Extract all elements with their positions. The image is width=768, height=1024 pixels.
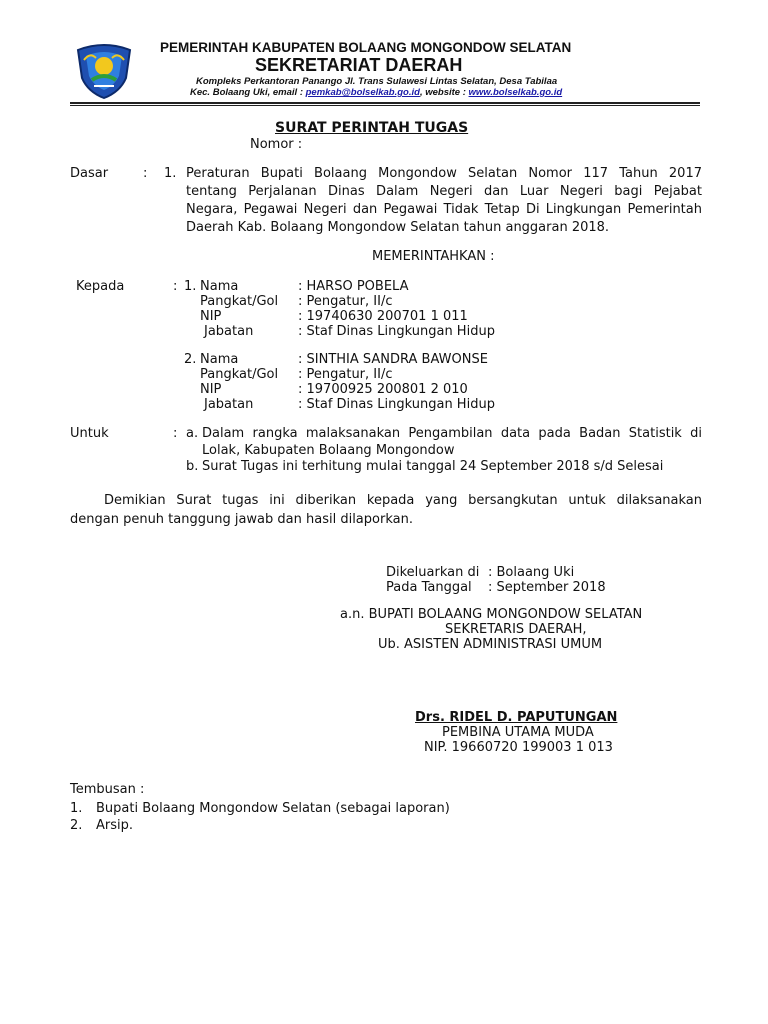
person-2-pangkat-value: : Pengatur, II/c — [298, 367, 393, 382]
person-2-nama-value: : SINTHIA SANDRA BAWONSE — [298, 352, 488, 367]
person-1-nama-value: : HARSO POBELA — [298, 279, 409, 294]
person-1-nama-label: Nama — [200, 279, 239, 294]
person-2-jabatan-label: Jabatan — [204, 397, 254, 412]
signatory-nip: NIP. 19660720 199003 1 013 — [424, 740, 613, 755]
untuk-b-prefix: b. — [186, 459, 199, 474]
untuk-b-line: Surat Tugas ini terhitung mulai tanggal 24 September 2018 s/d Selesai — [202, 459, 664, 474]
header-contact — [190, 87, 562, 98]
dasar-colon: : — [143, 166, 148, 181]
untuk-a-line-1: Dalam rangka malaksanakan Pengambilan data pada Badan Statistik di — [202, 426, 702, 441]
tembusan-item-2-number: 2. — [70, 818, 83, 833]
person-2-nip-value: : 19700925 200801 2 010 — [298, 382, 468, 397]
closing-line-1: Demikian Surat tugas ini diberikan kepada yang bersangkutan untuk dilaksanakan — [104, 493, 702, 508]
signatory-secretary: SEKRETARIS DAERAH, — [445, 622, 587, 637]
dasar-number: 1. — [164, 166, 177, 181]
header-contact-prefix: Kec. Bolaang Uki, email : — [190, 87, 306, 98]
tembusan-item-2: Arsip. — [96, 818, 134, 833]
issued-place-value: : Bolaang Uki — [488, 565, 575, 580]
signatory-on-behalf: a.n. BUPATI BOLAANG MONGONDOW SELATAN — [340, 607, 643, 622]
issued-place-label: Dikeluarkan di — [386, 565, 480, 580]
person-2-nip-label: NIP — [200, 382, 222, 397]
person-1-pangkat-value: : Pengatur, II/c — [298, 294, 393, 309]
person-2-pangkat-label: Pangkat/Gol — [200, 367, 279, 382]
untuk-a-prefix: a. — [186, 426, 199, 441]
dasar-line-1: Peraturan Bupati Bolaang Mongondow Selatan Nomor 117 Tahun 2017 — [186, 166, 702, 181]
document-title: SURAT PERINTAH TUGAS — [275, 120, 469, 136]
nomor-line: Nomor : — [250, 137, 303, 152]
person-2-number: 2. — [184, 352, 197, 367]
letterhead-rule-thick — [70, 102, 700, 104]
tembusan-item-1-number: 1. — [70, 801, 83, 816]
header-office-name: SEKRETARIAT DAERAH — [255, 55, 463, 75]
person-1-nip-value: : 19740630 200701 1 011 — [298, 309, 468, 324]
person-1-jabatan-value: : Staf Dinas Lingkungan Hidup — [298, 324, 495, 339]
kepada-colon: : — [173, 279, 178, 294]
person-1-nip-label: NIP — [200, 309, 222, 324]
email-link[interactable]: pemkab@bolselkab.go.id — [305, 87, 420, 98]
header-address: Kompleks Perkantoran Panango Jl. Trans Sulawesi Lintas Selatan, Desa Tabilaa — [196, 76, 558, 87]
website-link[interactable]: www.bolselkab.go.id — [468, 87, 563, 98]
signatory-assistant: Ub. ASISTEN ADMINISTRASI UMUM — [378, 637, 603, 652]
person-2-nama-label: Nama — [200, 352, 239, 367]
person-1-number: 1. — [184, 279, 197, 294]
tembusan-item-1: Bupati Bolaang Mongondow Selatan (sebagai laporan) — [96, 801, 450, 816]
untuk-colon: : — [173, 426, 178, 441]
header-contact-mid: , website : — [419, 87, 469, 98]
person-1-pangkat-label: Pangkat/Gol — [200, 294, 279, 309]
issued-date-value: : September 2018 — [488, 580, 606, 595]
header-government-name: PEMERINTAH KABUPATEN BOLAANG MONGONDOW SELATAN — [160, 40, 572, 55]
regency-crest-icon — [74, 42, 134, 100]
tembusan-label: Tembusan : — [70, 782, 145, 797]
signatory-rank: PEMBINA UTAMA MUDA — [442, 725, 594, 740]
issued-date-label: Pada Tanggal — [386, 580, 472, 595]
closing-line-2: dengan penuh tanggung jawab dan hasil dilaporkan. — [70, 512, 413, 527]
person-2-jabatan-value: : Staf Dinas Lingkungan Hidup — [298, 397, 495, 412]
memerintahkan-heading: MEMERINTAHKAN : — [372, 249, 495, 264]
signatory-name: Drs. RIDEL D. PAPUTUNGAN — [415, 710, 618, 725]
dasar-label: Dasar — [70, 166, 109, 181]
untuk-a-line-2: Lolak, Kabupaten Bolaang Mongondow — [202, 443, 455, 458]
untuk-label: Untuk — [70, 426, 109, 441]
dasar-line-4: Daerah Kab. Bolaang Mongondow Selatan tahun anggaran 2018. — [186, 220, 610, 235]
dasar-line-2: tentang Perjalanan Dinas Dalam Negeri dan Luar Negeri bagi Pejabat — [186, 184, 702, 199]
letterhead-rule-thin — [70, 105, 700, 106]
kepada-label: Kepada — [76, 279, 125, 294]
person-1-jabatan-label: Jabatan — [204, 324, 254, 339]
dasar-line-3: Negara, Pegawai Negeri dan Pegawai Tidak Tetap Di Lingkungan Pemerintah — [186, 202, 702, 217]
